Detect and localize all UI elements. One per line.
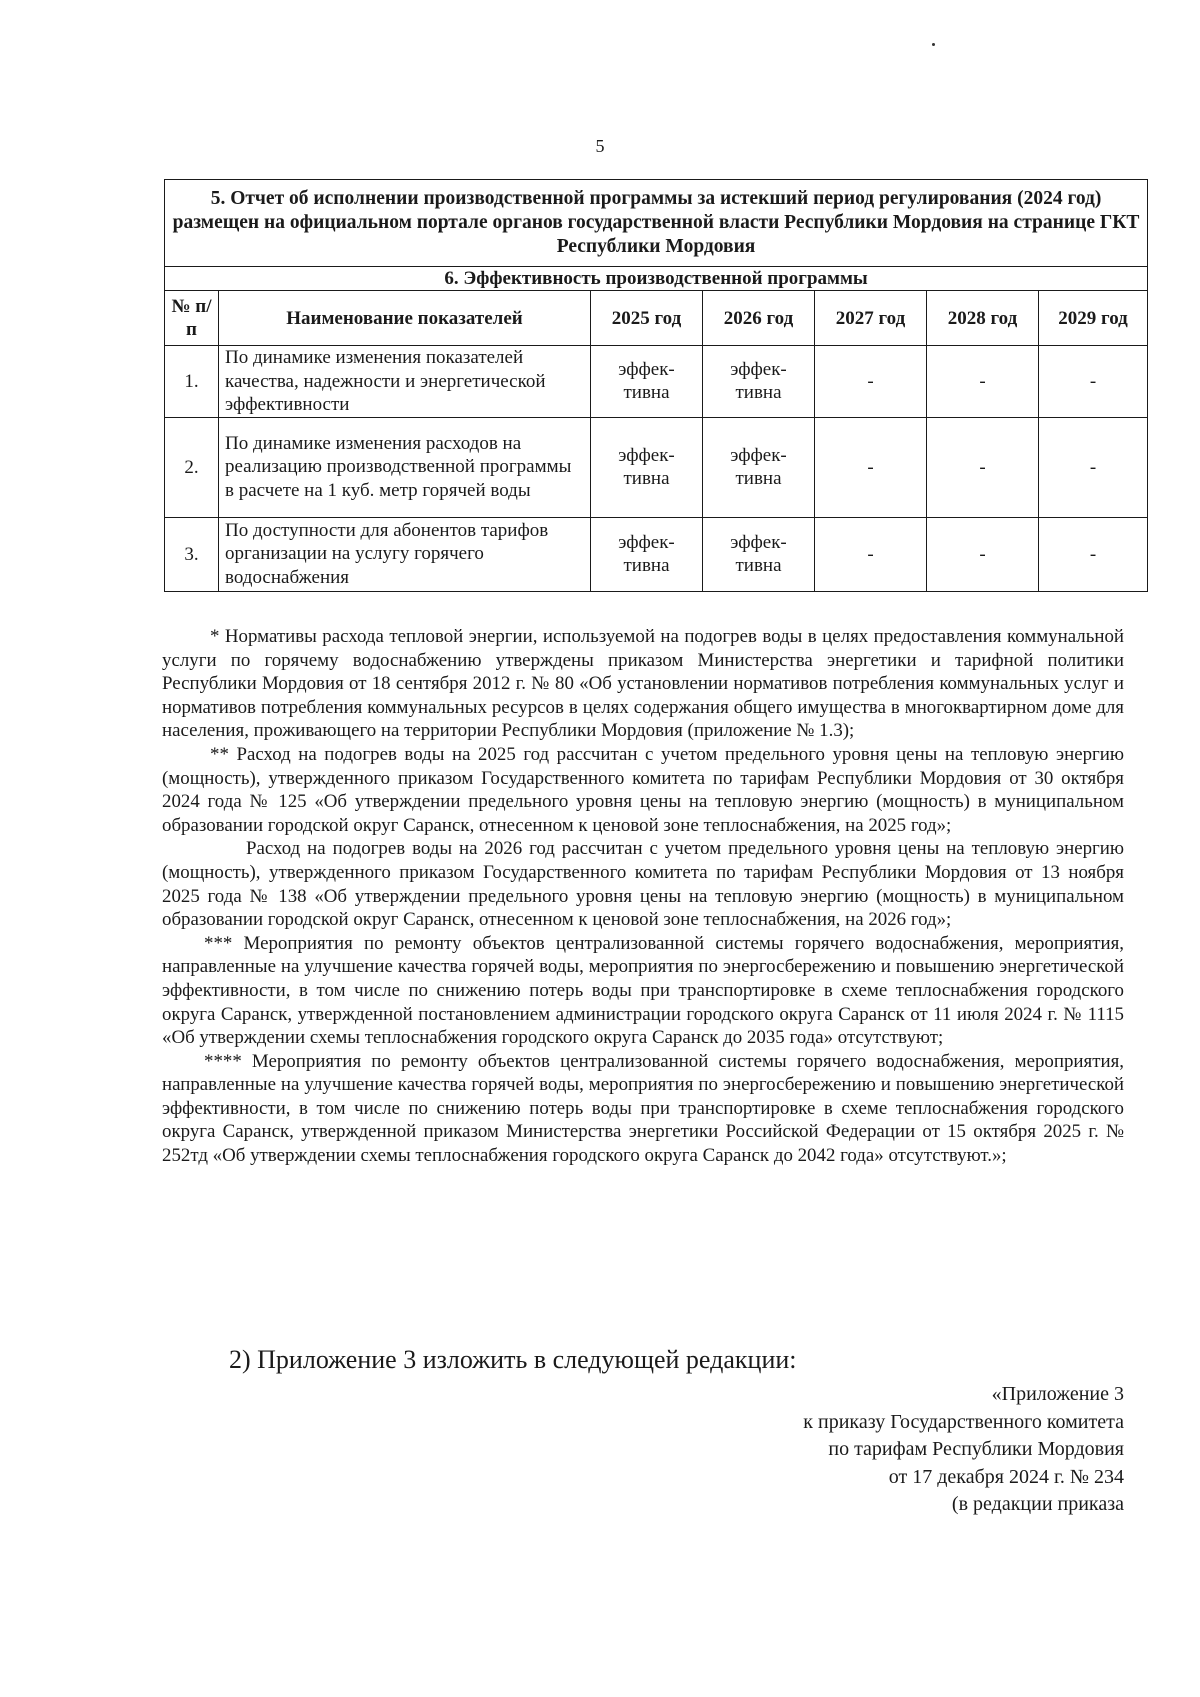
footnote-1: * Нормативы расхода тепловой энергии, используемой на подогрев воды в целях предоставления коммунальной услуги по горячему водоснабжению утверждены приказом Министерства энергетики и тарифной политики Республики Мордовия от 18 сентября 2012 г. № 80 «Об установлении нормативов потребления коммунальных услуг и нормативов потребления коммунальных ресурсов в целях содержания общего имущества в многоквартирном доме для населения, проживающего на территории Республики Мордовия (приложение № 1.3); [162, 626, 1124, 742]
row-2028: - [927, 517, 1039, 591]
row-name: По динамике изменения расходов на реализацию производственной программы в расчете на 1 куб. метр горячей воды [219, 417, 591, 517]
row-2028: - [927, 417, 1039, 517]
table-row [165, 346, 1148, 418]
header-2027: 2027 год [815, 291, 927, 346]
row-name: По динамике изменения показателей качества, надежности и энергетической эффективности [219, 346, 591, 418]
row-2029: - [1039, 517, 1148, 591]
row-num: 1. [165, 346, 219, 418]
table-row [165, 417, 1148, 517]
row-num: 2. [165, 417, 219, 517]
footnote-3: *** Мероприятия по ремонту объектов централизованной системы горячего водоснабжения, мероприятия, направленные на улучшение качества горячей воды, мероприятия по энергосбережению и повышению энергетической эффективности, в том числе по снижению потерь воды при транспортировке в схеме теплоснабжения городского округа Саранск, утвержденной постановлением администрации городского округа Саранск от 11 июля 2024 г. № 1115 «Об утверждении схемы теплоснабжения городского округа Саранск до 2035 года» отсутствуют; [162, 932, 1124, 1049]
appendix-heading [524, 1381, 1124, 1519]
row-2027: - [815, 517, 927, 591]
header-2026: 2026 год [703, 291, 815, 346]
row-name: По доступности для абонентов тарифов организации на услугу горячего водоснабжения [219, 517, 591, 591]
scan-speck [932, 43, 935, 46]
header-num: № п/п [165, 291, 219, 346]
row-2025: эффек-тивна [591, 517, 703, 591]
header-2029: 2029 год [1039, 291, 1148, 346]
appendix-line: (в редакции приказа [951, 1493, 1124, 1515]
row-2028: - [927, 346, 1039, 418]
amendment-item-2: 2) Приложение 3 изложить в следующей редакции: [229, 1345, 797, 1374]
appendix-line: от 17 декабря 2024 г. № 234 [888, 1465, 1124, 1488]
row-2029: - [1039, 346, 1148, 418]
appendix-line: к приказу Государственного комитета [803, 1410, 1124, 1433]
row-2026: эффек-тивна [703, 417, 815, 517]
footnote-4: **** Мероприятия по ремонту объектов централизованной системы горячего водоснабжения, мероприятия, направленные на улучшение качества горячей воды, мероприятия по энергосбережению и повышению энергетической эффективности, в том числе по снижению потерь воды при транспортировке в схеме теплоснабжения городского округа Саранск, утвержденной приказом Министерства энергетики Российской Федерации от 15 октября 2025 г. № 252тд «Об утверждении схемы теплоснабжения городского округа Саранск до 2042 года» отсутствуют.»; [162, 1050, 1124, 1167]
header-name: Наименование показателей [219, 291, 591, 346]
row-2025: эффек-тивна [591, 346, 703, 418]
table-row [165, 517, 1148, 591]
row-2026: эффек-тивна [703, 346, 815, 418]
footnotes [162, 625, 1124, 1168]
appendix-line: «Приложение 3 [991, 1383, 1124, 1405]
row-2027: - [815, 417, 927, 517]
header-2028: 2028 год [927, 291, 1039, 346]
section-6-header: 6. Эффективность производственной программы [165, 267, 1148, 291]
row-2026: эффек-тивна [703, 517, 815, 591]
footnote-2: ** Расход на подогрев воды на 2025 год рассчитан с учетом предельного уровня цены на тепловую энергию (мощность), утвержденного приказом Государственного комитета по тарифам Республики Мордовия от 30 октября 2024 года № 125 «Об утверждении предельного уровня цены на тепловую энергию (мощность) в муниципальном образовании городской округ Саранск, отнесенном к ценовой зоне теплоснабжения, на 2025 год»; [162, 743, 1124, 836]
section-5-header: 5. Отчет об исполнении производственной программы за истекший период регулирования (2024 год) размещен на официальном портале органов государственной власти Республики Мордовия на странице ГКТ Республики Мордовия [165, 180, 1148, 267]
row-2029: - [1039, 417, 1148, 517]
page-number: 5 [595, 136, 605, 156]
header-2025: 2025 год [591, 291, 703, 346]
row-2025: эффек-тивна [591, 417, 703, 517]
appendix-line: по тарифам Республики Мордовия [828, 1438, 1124, 1460]
production-program-table [164, 179, 1148, 592]
row-2027: - [815, 346, 927, 418]
footnote-2-continued: Расход на подогрев воды на 2026 год рассчитан с учетом предельного уровня цены на тепловую энергию (мощность), утвержденного приказом Государственного комитета по тарифам Республики Мордовия от 13 ноября 2025 года № 138 «Об утверждении предельного уровня цены на тепловую энергию (мощность) в муниципальном образовании городской округ Саранск, отнесенном к ценовой зоне теплоснабжения, на 2026 год»; [162, 838, 1124, 931]
row-num: 3. [165, 517, 219, 591]
column-header-row [165, 291, 1148, 346]
